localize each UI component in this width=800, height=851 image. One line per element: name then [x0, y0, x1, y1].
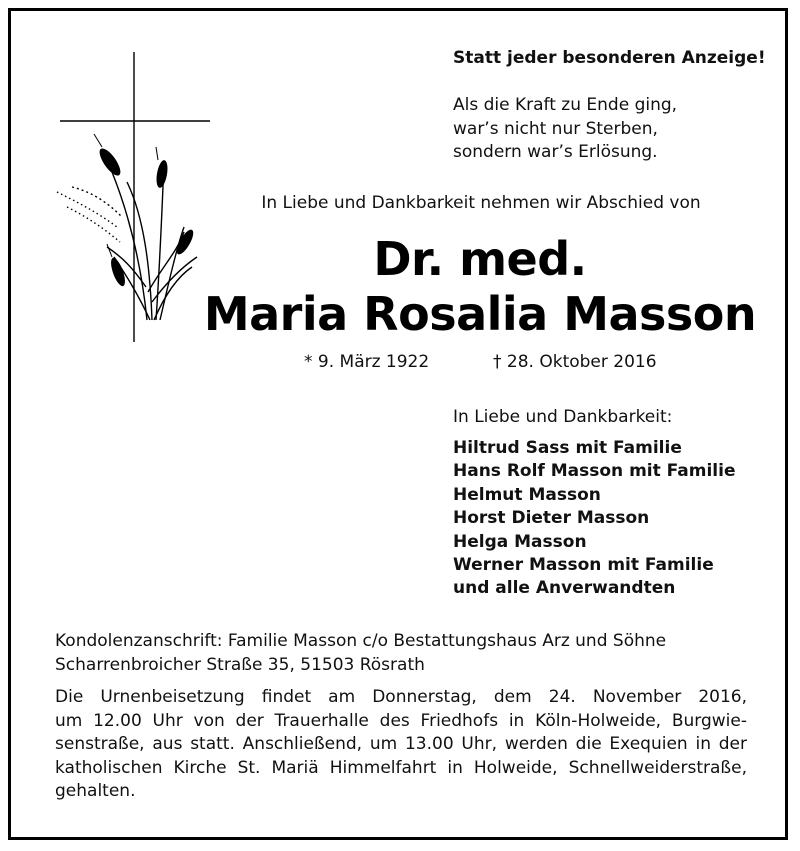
- verse: [453, 94, 677, 165]
- deceased-name: Maria Rosalia Masson: [203, 287, 757, 341]
- deceased-title: Dr. med.: [373, 232, 587, 286]
- birth-date: * 9. März 1922: [304, 352, 430, 372]
- burial-info: [55, 686, 747, 804]
- death-date: † 28. Oktober 2016: [493, 352, 657, 372]
- intro-text: In Liebe und Dankbarkeit nehmen wir Abschied von: [261, 193, 701, 213]
- condolence-address: [55, 630, 666, 677]
- family-member: Helmut Masson: [453, 484, 601, 505]
- notice-header: Statt jeder besonderen Anzeige!: [453, 48, 766, 68]
- thanks-label: In Liebe und Dankbarkeit:: [453, 407, 673, 427]
- burial-line: gehalten.: [55, 781, 136, 801]
- verse-line: sondern war’s Erlösung.: [453, 142, 658, 162]
- verse-line: Als die Kraft zu Ende ging,: [453, 95, 678, 115]
- family-member: Helga Masson: [453, 531, 587, 552]
- family-member: Werner Masson mit Familie: [453, 555, 714, 576]
- family-member: Hans Rolf Masson mit Familie: [453, 461, 736, 482]
- address-line: Kondolenzanschrift: Familie Masson c/o Bestattungshaus Arz und Söhne: [55, 631, 667, 651]
- burial-line: um 12.00 Uhr von der Trauerhalle des Friedhofs in Köln-Holweide, Burgwie-: [55, 710, 747, 731]
- burial-line: senstraße, aus statt. Anschließend, um 13.00 Uhr, werden die Exequien in der: [55, 734, 747, 754]
- family-member: und alle Anverwandten: [453, 578, 676, 599]
- family-member: Horst Dieter Masson: [453, 508, 650, 529]
- family-member: Hiltrud Sass mit Familie: [453, 438, 682, 458]
- burial-line: Die Urnenbeisetzung findet am Donnerstag, dem 24. November 2016,: [55, 687, 747, 707]
- family-list: [453, 437, 735, 601]
- verse-line: war’s nicht nur Sterben,: [453, 118, 658, 139]
- burial-line: katholischen Kirche St. Mariä Himmelfahrt in Holweide, Schnellweiderstraße,: [55, 757, 747, 778]
- address-line: Scharrenbroicher Straße 35, 51503 Rösrath: [55, 654, 425, 675]
